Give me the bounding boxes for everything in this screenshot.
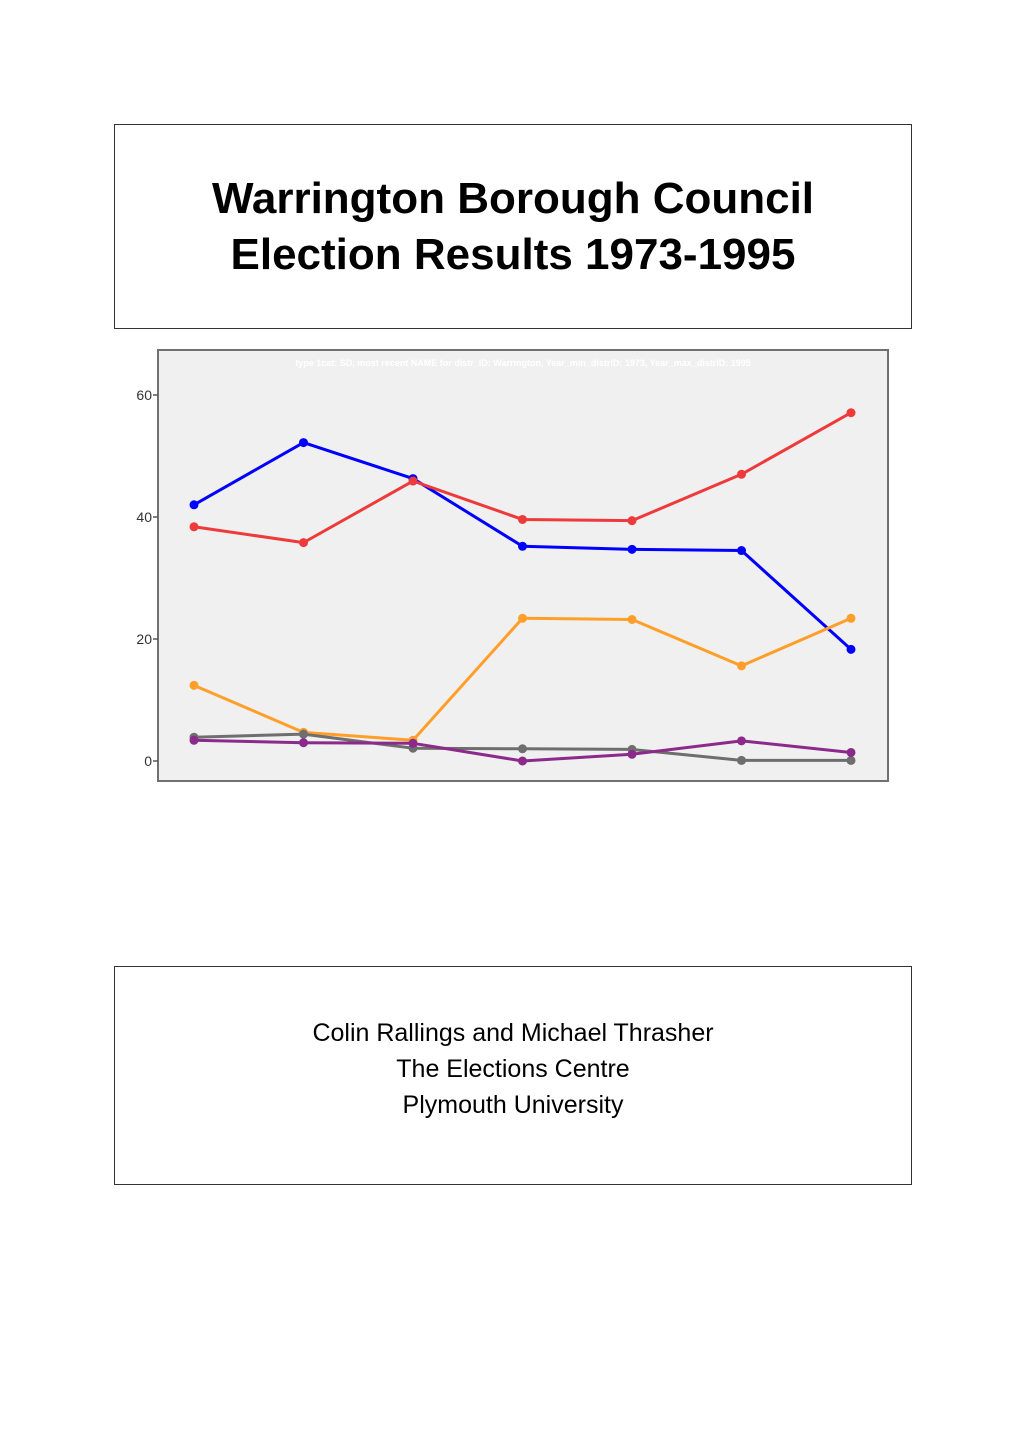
series-2-point xyxy=(737,470,746,479)
authors-university: Plymouth University xyxy=(402,1091,624,1119)
series-5-point xyxy=(190,736,199,745)
series-4-point xyxy=(737,756,746,765)
y-tick-label: 20 xyxy=(136,631,152,647)
author-box xyxy=(114,966,912,1185)
series-2-point xyxy=(299,538,308,547)
series-2-point xyxy=(409,477,418,486)
series-5-point xyxy=(409,739,418,748)
authors-names: Colin Rallings and Michael Thrasher xyxy=(312,1019,714,1047)
series-4-point xyxy=(518,744,527,753)
chart-title: type 1cat: SD, most recent NAME for distr_ID: Warrington, Year_min_distrID: 1973, Year_max_distrID: 1995 xyxy=(295,358,751,368)
line-chart xyxy=(130,346,900,786)
series-1-point xyxy=(737,546,746,555)
series-3-point xyxy=(190,681,199,690)
series-5-point xyxy=(628,750,637,759)
series-5-point xyxy=(299,738,308,747)
series-2-point xyxy=(628,516,637,525)
series-1-point xyxy=(628,545,637,554)
series-1-point xyxy=(299,438,308,447)
series-2-point xyxy=(190,522,199,531)
series-4-point xyxy=(847,756,856,765)
series-5-point xyxy=(518,757,527,766)
authors-centre: The Elections Centre xyxy=(396,1055,630,1083)
series-5-point xyxy=(737,736,746,745)
series-3-point xyxy=(847,614,856,623)
series-2-point xyxy=(518,515,527,524)
series-4-point xyxy=(299,730,308,739)
series-5-point xyxy=(847,748,856,757)
series-1-point xyxy=(190,500,199,509)
series-3-point xyxy=(737,661,746,670)
series-1-point xyxy=(847,645,856,654)
y-tick-label: 40 xyxy=(136,509,152,525)
series-1-point xyxy=(518,542,527,551)
title-box xyxy=(114,124,912,329)
series-3-point xyxy=(518,614,527,623)
y-tick-label: 0 xyxy=(144,753,152,769)
chart-svg xyxy=(130,346,900,786)
series-2-point xyxy=(847,408,856,417)
series-3-point xyxy=(628,615,637,624)
title-line-1: Warrington Borough Council xyxy=(211,173,815,223)
y-tick-label: 60 xyxy=(136,387,152,403)
title-line-2: Election Results 1973-1995 xyxy=(230,229,796,279)
